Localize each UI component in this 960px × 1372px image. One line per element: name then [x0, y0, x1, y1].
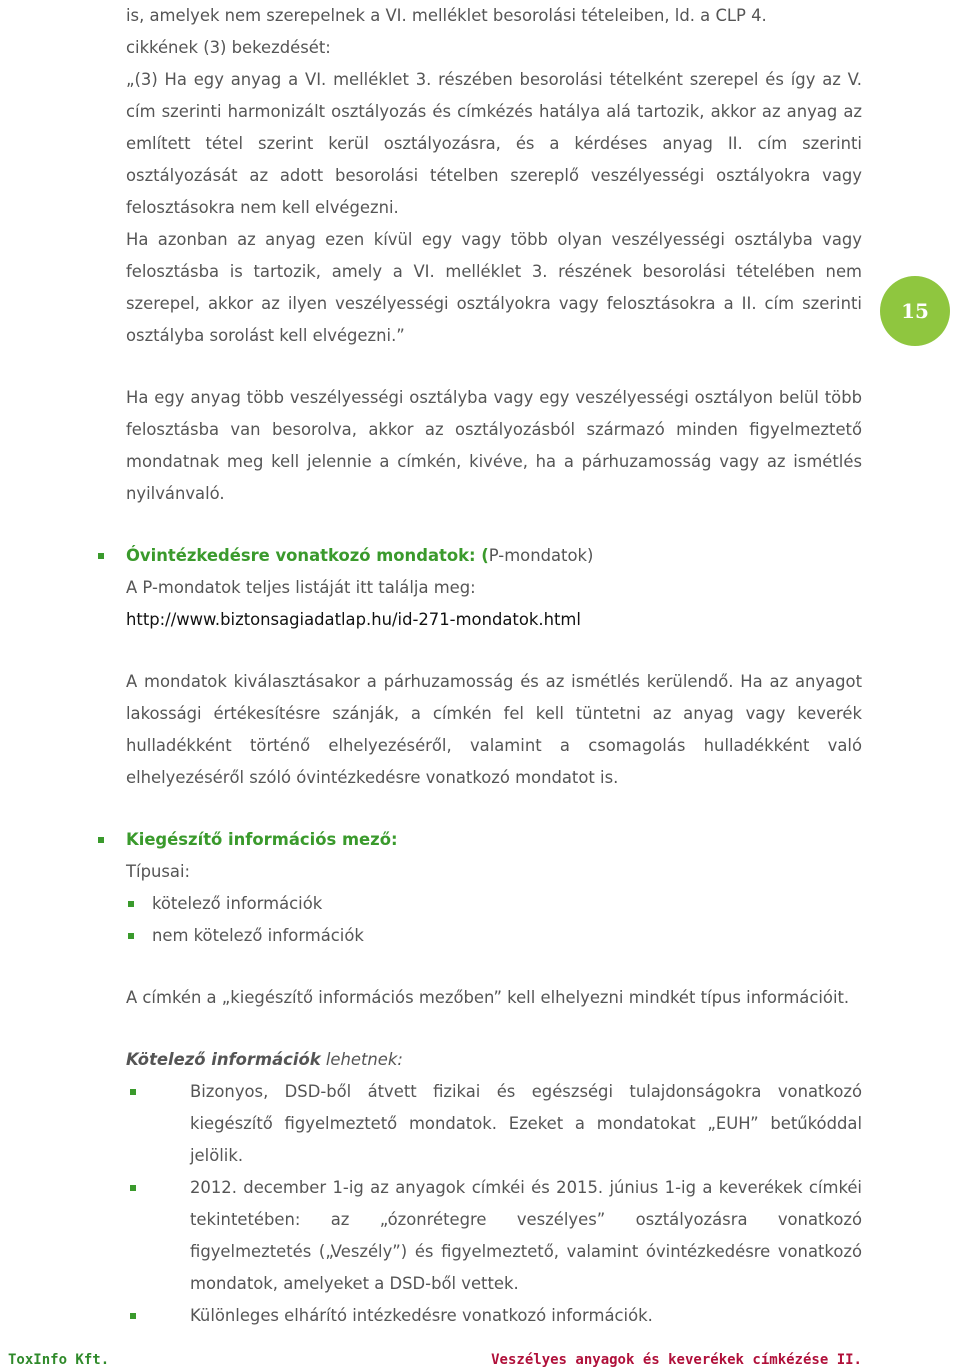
- precaution-link[interactable]: http://www.biztonsagiadatlap.hu/id-271-mondatok.html: [126, 610, 581, 629]
- precaution-heading-label: Óvintézkedésre vonatkozó mondatok: (: [126, 546, 489, 565]
- precaution-paragraph: A mondatok kiválasztásakor a párhuzamosság és az ismétlés kerülendő. Ha az anyagot lakossági értékesítésre szánják, a címkén fel kell tüntetni az anyag vagy keverék hulladékként történő elhelyezéséről, valamint a csomagolás hulladékként való elhelyezéséről szóló óvintézkedésre vonatkozó mondatot is.: [126, 672, 862, 787]
- precaution-heading-suffix: P-mondatok): [488, 546, 594, 565]
- list-item: 2012. december 1-ig az anyagok címkéi és 2015. június 1-ig a keverékek címkéi tekintetében: az „ózonrétegre veszélyes” osztályozásra vonatkozó figyelmeztetés („Veszély”) és figyelmeztető, valamint óvintézkedésre vonatkozó mondatok, amelyeket a DSD-ből vettek.: [164, 1172, 862, 1300]
- list-item: nem kötelező információk: [126, 920, 862, 952]
- intro-line-2: cikkének (3) bekezdését:: [126, 38, 331, 57]
- mandatory-heading-rest: lehetnek:: [320, 1050, 403, 1069]
- page-number-badge: 15: [880, 276, 950, 346]
- supplementary-paragraph: A címkén a „kiegészítő információs mezőben” kell elhelyezni mindkét típus információit.: [126, 988, 850, 1007]
- list-item: Különleges elhárító intézkedésre vonatkozó információk.: [164, 1300, 862, 1332]
- quote-paragraph-2: Ha azonban az anyag ezen kívül egy vagy több olyan veszélyességi osztályba vagy felosztásba is tartozik, amely a VI. melléklet 3. részének besorolási tételében nem szerepel, akkor az ilyen veszélyességi osztályokra vagy felosztásokra a II. cím szerinti osztályba sorolást kell elvégezni.”: [126, 230, 862, 345]
- intro-line-1: is, amelyek nem szerepelnek a VI. melléklet besorolási tételeiben, ld. a CLP 4.: [126, 6, 767, 25]
- footer-company: ToxInfo Kft.: [8, 1352, 110, 1368]
- list-item: kötelező információk: [126, 888, 862, 920]
- list-item: Bizonyos, DSD-ből átvett fizikai és egészségi tulajdonságokra vonatkozó kiegészítő figyelmeztető mondatok. Ezeket a mondatokat „EUH” betűkóddal jelölik.: [164, 1076, 862, 1172]
- hazard-paragraph: Ha egy anyag több veszélyességi osztályba vagy egy veszélyességi osztályon belül több felosztásba van besorolva, akkor az osztályozásból származó minden figyelmeztető mondatnak meg kell jelennie a címkén, kivéve, ha a párhuzamosság vagy az ismétlés nyilvánvaló.: [126, 388, 862, 503]
- mandatory-list: [164, 1076, 862, 1332]
- footer-title: Veszélyes anyagok és keverékek címkézése II.: [491, 1352, 862, 1368]
- types-label: Típusai:: [126, 862, 191, 881]
- types-list: [126, 888, 862, 952]
- mandatory-heading-bold: Kötelező információk: [126, 1050, 321, 1069]
- mandatory-heading: [126, 1044, 862, 1076]
- precaution-list-text: A P-mondatok teljes listáját itt találja meg:: [126, 578, 476, 597]
- quote-paragraph-1: „(3) Ha egy anyag a VI. melléklet 3. részében besorolási tételként szerepel és így az V. cím szerinti harmonizált osztályozás és címkézés hatálya alá tartozik, akkor az anyag az említett tétel szerint kerül osztályozásra, és a kérdéses anyag II. cím szerinti osztályozását az adott besorolási tételben szereplő veszélyességi osztályokra vagy felosztásokra nem kell elvégezni.: [126, 70, 862, 217]
- supplementary-heading: Kiegészítő információs mező:: [126, 824, 862, 856]
- precaution-heading: [126, 540, 862, 572]
- page-content: [126, 0, 862, 1332]
